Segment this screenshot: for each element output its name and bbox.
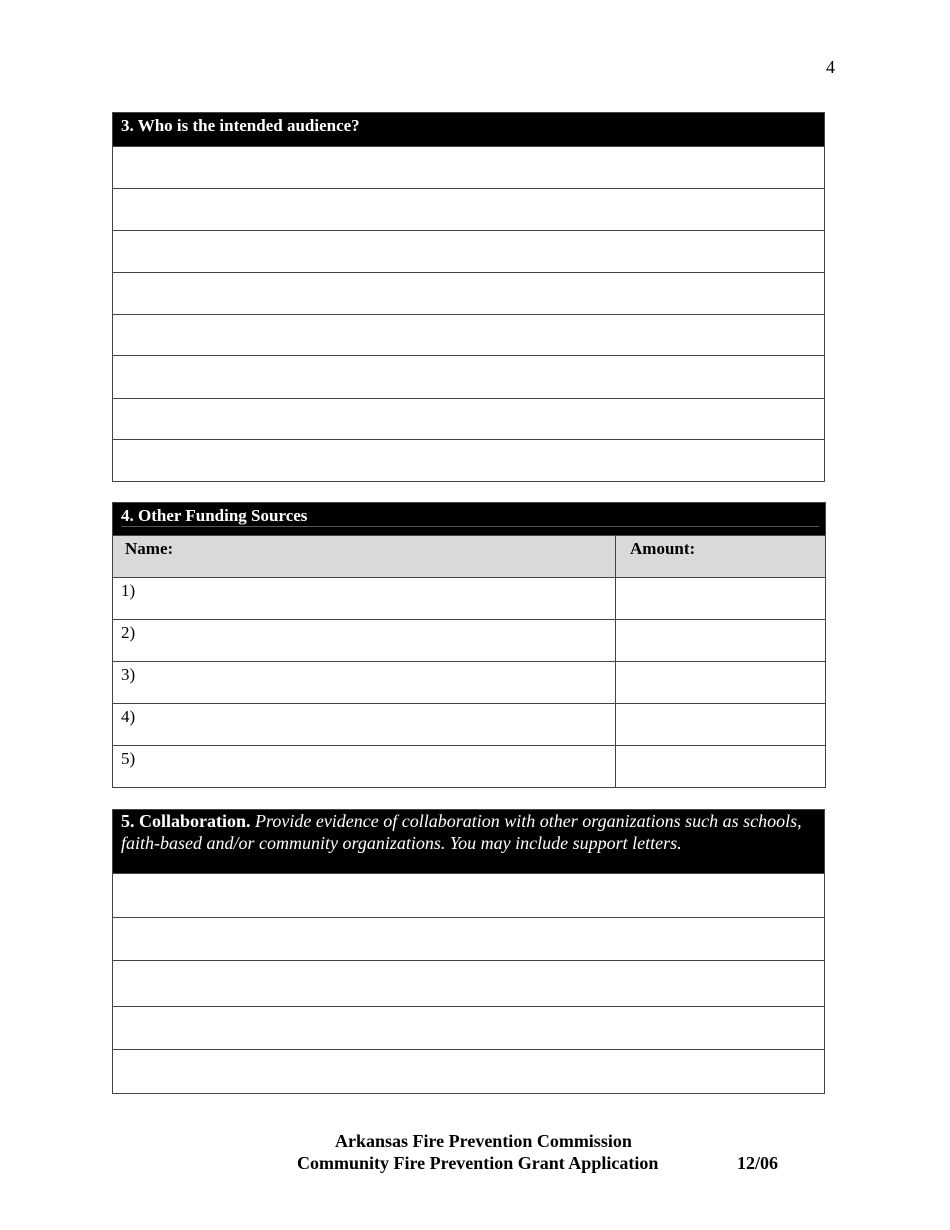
funding-sources-table bbox=[112, 502, 826, 788]
audience-answer-row-1[interactable] bbox=[113, 147, 825, 189]
funding-name-cell-5[interactable]: 5) bbox=[113, 746, 616, 788]
intended-audience-table bbox=[112, 112, 825, 482]
funding-name-cell-2[interactable]: 2) bbox=[113, 620, 616, 662]
amount-column-header: Amount: bbox=[616, 536, 826, 578]
collaboration-answer-row-2[interactable] bbox=[113, 918, 825, 961]
funding-amount-cell-3[interactable] bbox=[616, 662, 826, 704]
name-column-header: Name: bbox=[113, 536, 616, 578]
page-number: 4 bbox=[826, 57, 835, 77]
collaboration-title bbox=[121, 810, 816, 854]
collaboration-instructions: Provide evidence of collaboration with other organizations such as schools, faith-based and/or community organizations. You may include support letters. bbox=[121, 811, 802, 853]
funding-name-cell-1[interactable]: 1) bbox=[113, 578, 616, 620]
funding-amount-cell-4[interactable] bbox=[616, 704, 826, 746]
footer-doc-title: Community Fire Prevention Grant Application bbox=[297, 1153, 659, 1173]
funding-sources-header bbox=[113, 503, 826, 536]
audience-answer-row-8[interactable] bbox=[113, 440, 825, 482]
audience-answer-row-2[interactable] bbox=[113, 189, 825, 231]
intended-audience-header bbox=[113, 113, 825, 147]
audience-answer-row-4[interactable] bbox=[113, 273, 825, 315]
audience-answer-row-5[interactable] bbox=[113, 315, 825, 356]
collaboration-answer-row-5[interactable] bbox=[113, 1050, 825, 1094]
funding-amount-cell-5[interactable] bbox=[616, 746, 826, 788]
funding-name-cell-3[interactable]: 3) bbox=[113, 662, 616, 704]
funding-amount-cell-1[interactable] bbox=[616, 578, 826, 620]
audience-answer-row-3[interactable] bbox=[113, 231, 825, 273]
collaboration-answer-row-4[interactable] bbox=[113, 1007, 825, 1050]
footer-date: 12/06 bbox=[737, 1153, 779, 1173]
funding-name-cell-4[interactable]: 4) bbox=[113, 704, 616, 746]
funding-amount-cell-2[interactable] bbox=[616, 620, 826, 662]
audience-answer-row-7[interactable] bbox=[113, 399, 825, 440]
footer-org: Arkansas Fire Prevention Commission bbox=[335, 1131, 632, 1151]
collaboration-table bbox=[112, 809, 825, 1094]
funding-sources-title: 4. Other Funding Sources bbox=[121, 503, 819, 527]
collaboration-answer-row-1[interactable] bbox=[113, 874, 825, 918]
collaboration-answer-row-3[interactable] bbox=[113, 961, 825, 1007]
intended-audience-title: 3. Who is the intended audience? bbox=[121, 116, 360, 135]
collaboration-header bbox=[113, 810, 825, 874]
audience-answer-row-6[interactable] bbox=[113, 356, 825, 399]
collaboration-title-bold: 5. Collaboration. bbox=[121, 811, 251, 831]
